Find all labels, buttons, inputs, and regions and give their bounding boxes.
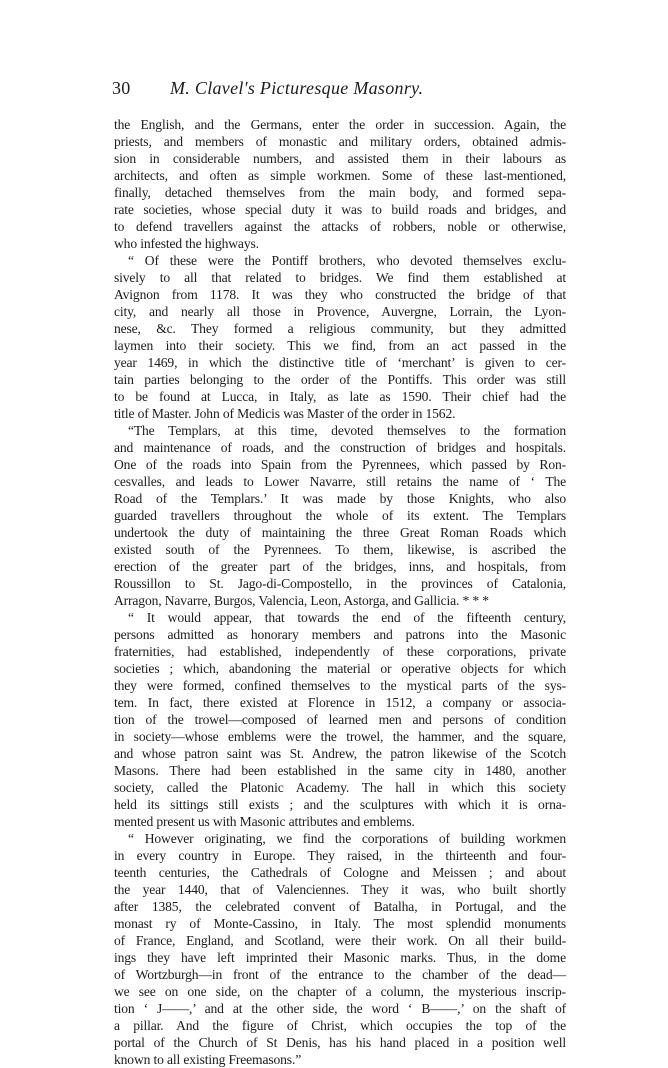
text-line: Avignon from 1178. It was they who constructed the bridge of that: [114, 287, 566, 302]
text-line: title of Master. John of Medicis was Master of the order in 1562.: [114, 406, 456, 421]
text-line: society, called the Platonic Academy. The hall in which this society: [114, 780, 566, 795]
text-line: tion of the trowel—composed of learned men and persons of condition: [114, 712, 566, 727]
text-line: fraternities, had established, independently of these corporations, private: [114, 644, 566, 659]
text-line: finally, detached themselves from the main body, and formed sepa-: [114, 185, 566, 200]
paragraph: [114, 609, 566, 830]
text-line: tain parties belonging to the order of the Pontiffs. This order was still: [114, 372, 566, 387]
page-number: 30: [112, 78, 131, 98]
text-line: “The Templars, at this time, devoted themselves to the formation: [128, 423, 566, 438]
text-line: portal of the Church of St Denis, has his hand placed in a position well: [114, 1035, 566, 1050]
text-line: teenth centuries, the Cathedrals of Cologne and Meissen ; and about: [114, 865, 566, 880]
text-line: Arragon, Navarre, Burgos, Valencia, Leon, Astorga, and Gallicia. * * *: [114, 593, 489, 608]
text-line: in every country in Europe. They raised, in the thirteenth and four-: [114, 848, 566, 863]
text-line: the year 1440, that of Valenciennes. They it was, who built shortly: [114, 882, 566, 897]
text-line: they were formed, confined themselves to the mystical parts of the sys-: [114, 678, 566, 693]
text-line: of Wortzburgh—in front of the entrance to the chamber of the dead—: [114, 967, 566, 982]
text-line: and maintenance of roads, and the construction of bridges and hospitals.: [114, 440, 566, 455]
text-line: existed south of the Pyrennees. To them, likewise, is ascribed the: [114, 542, 566, 557]
text-line: priests, and members of monastic and military orders, obtained admis-: [114, 134, 566, 149]
text-line: of France, England, and Scotland, were their work. On all their build-: [114, 933, 566, 948]
text-line: to be found at Lucca, in Italy, as late as 1590. Their chief had the: [114, 389, 566, 404]
text-line: persons admitted as honorary members and patrons into the Masonic: [114, 627, 566, 642]
text-line: Masons. There had been established in the same city in 1480, another: [114, 763, 566, 778]
text-line: Road of the Templars.’ It was made by those Knights, who also: [114, 491, 566, 506]
text-line: “ However originating, we find the corporations of building workmen: [128, 831, 566, 846]
text-line: mented present us with Masonic attributes and emblems.: [114, 814, 415, 829]
text-line: we see on one side, on the chapter of a column, the mysterious inscrip-: [114, 984, 566, 999]
text-line: guarded travellers throughout the whole of its extent. The Templars: [114, 508, 566, 523]
text-line: monast ry of Monte-Cassino, in Italy. The most splendid monuments: [114, 916, 566, 931]
text-line: sion in considerable numbers, and assisted them in their labours as: [114, 151, 566, 166]
running-head: [112, 78, 582, 104]
text-line: “ Of these were the Pontiff brothers, who devoted themselves exclu-: [128, 253, 566, 268]
body-text: [114, 116, 566, 1068]
text-line: “ It would appear, that towards the end of the fifteenth century,: [128, 610, 566, 625]
paragraph: [114, 116, 566, 252]
text-line: who infested the highways.: [114, 236, 259, 251]
text-line: laymen into their society. This we find, from an act passed in the: [114, 338, 566, 353]
text-line: tion ‘ J——,’ and at the other side, the word ‘ B——,’ on the shaft of: [114, 1001, 566, 1016]
text-line: rate societies, whose special duty it was to build roads and bridges, and: [114, 202, 566, 217]
text-line: Roussillon to St. Jago-di-Compostello, in the provinces of Catalonia,: [114, 576, 566, 591]
text-line: ings they have left imprinted their Masonic marks. Thus, in the dome: [114, 950, 566, 965]
text-line: undertook the duty of maintaining the three Great Roman Roads which: [114, 525, 566, 540]
text-line: cesvalles, and leads to Lower Navarre, still retains the name of ‘ The: [114, 474, 566, 489]
paragraph: [114, 422, 566, 609]
text-line: nese, &c. They formed a religious community, but they admitted: [114, 321, 566, 336]
text-line: year 1469, in which the distinctive title of ‘merchant’ is given to cer-: [114, 355, 566, 370]
text-line: sively to all that related to bridges. We find them established at: [114, 270, 566, 285]
text-line: a pillar. And the figure of Christ, which occupies the top of the: [114, 1018, 566, 1033]
paragraph: [114, 252, 566, 422]
text-line: architects, and often as simple workmen. Some of these last-mentioned,: [114, 168, 566, 183]
text-line: erection of the greater part of the bridges, inns, and hospitals, from: [114, 559, 566, 574]
text-line: tem. In fact, there existed at Florence in 1512, a company or associa-: [114, 695, 566, 710]
text-line: and whose patron saint was St. Andrew, the patron likewise of the Scotch: [114, 746, 566, 761]
text-line: One of the roads into Spain from the Pyrennees, which passed by Ron-: [114, 457, 566, 472]
text-line: societies ; which, abandoning the material or operative objects for which: [114, 661, 566, 676]
running-title: M. Clavel's Picturesque Masonry.: [170, 78, 424, 98]
text-line: after 1385, the celebrated convent of Batalha, in Portugal, and the: [114, 899, 566, 914]
text-line: the English, and the Germans, enter the order in succession. Again, the: [114, 117, 566, 132]
text-line: city, and nearly all those in Provence, Auvergne, Lorrain, the Lyon-: [114, 304, 566, 319]
text-line: in society—whose emblems were the trowel, the hammer, and the square,: [114, 729, 566, 744]
text-line: known to all existing Freemasons.”: [114, 1052, 302, 1067]
paragraph: [114, 830, 566, 1068]
text-line: to defend travellers against the attacks of robbers, noble or otherwise,: [114, 219, 566, 234]
text-line: held its sittings still exists ; and the sculptures with which it is orna-: [114, 797, 566, 812]
